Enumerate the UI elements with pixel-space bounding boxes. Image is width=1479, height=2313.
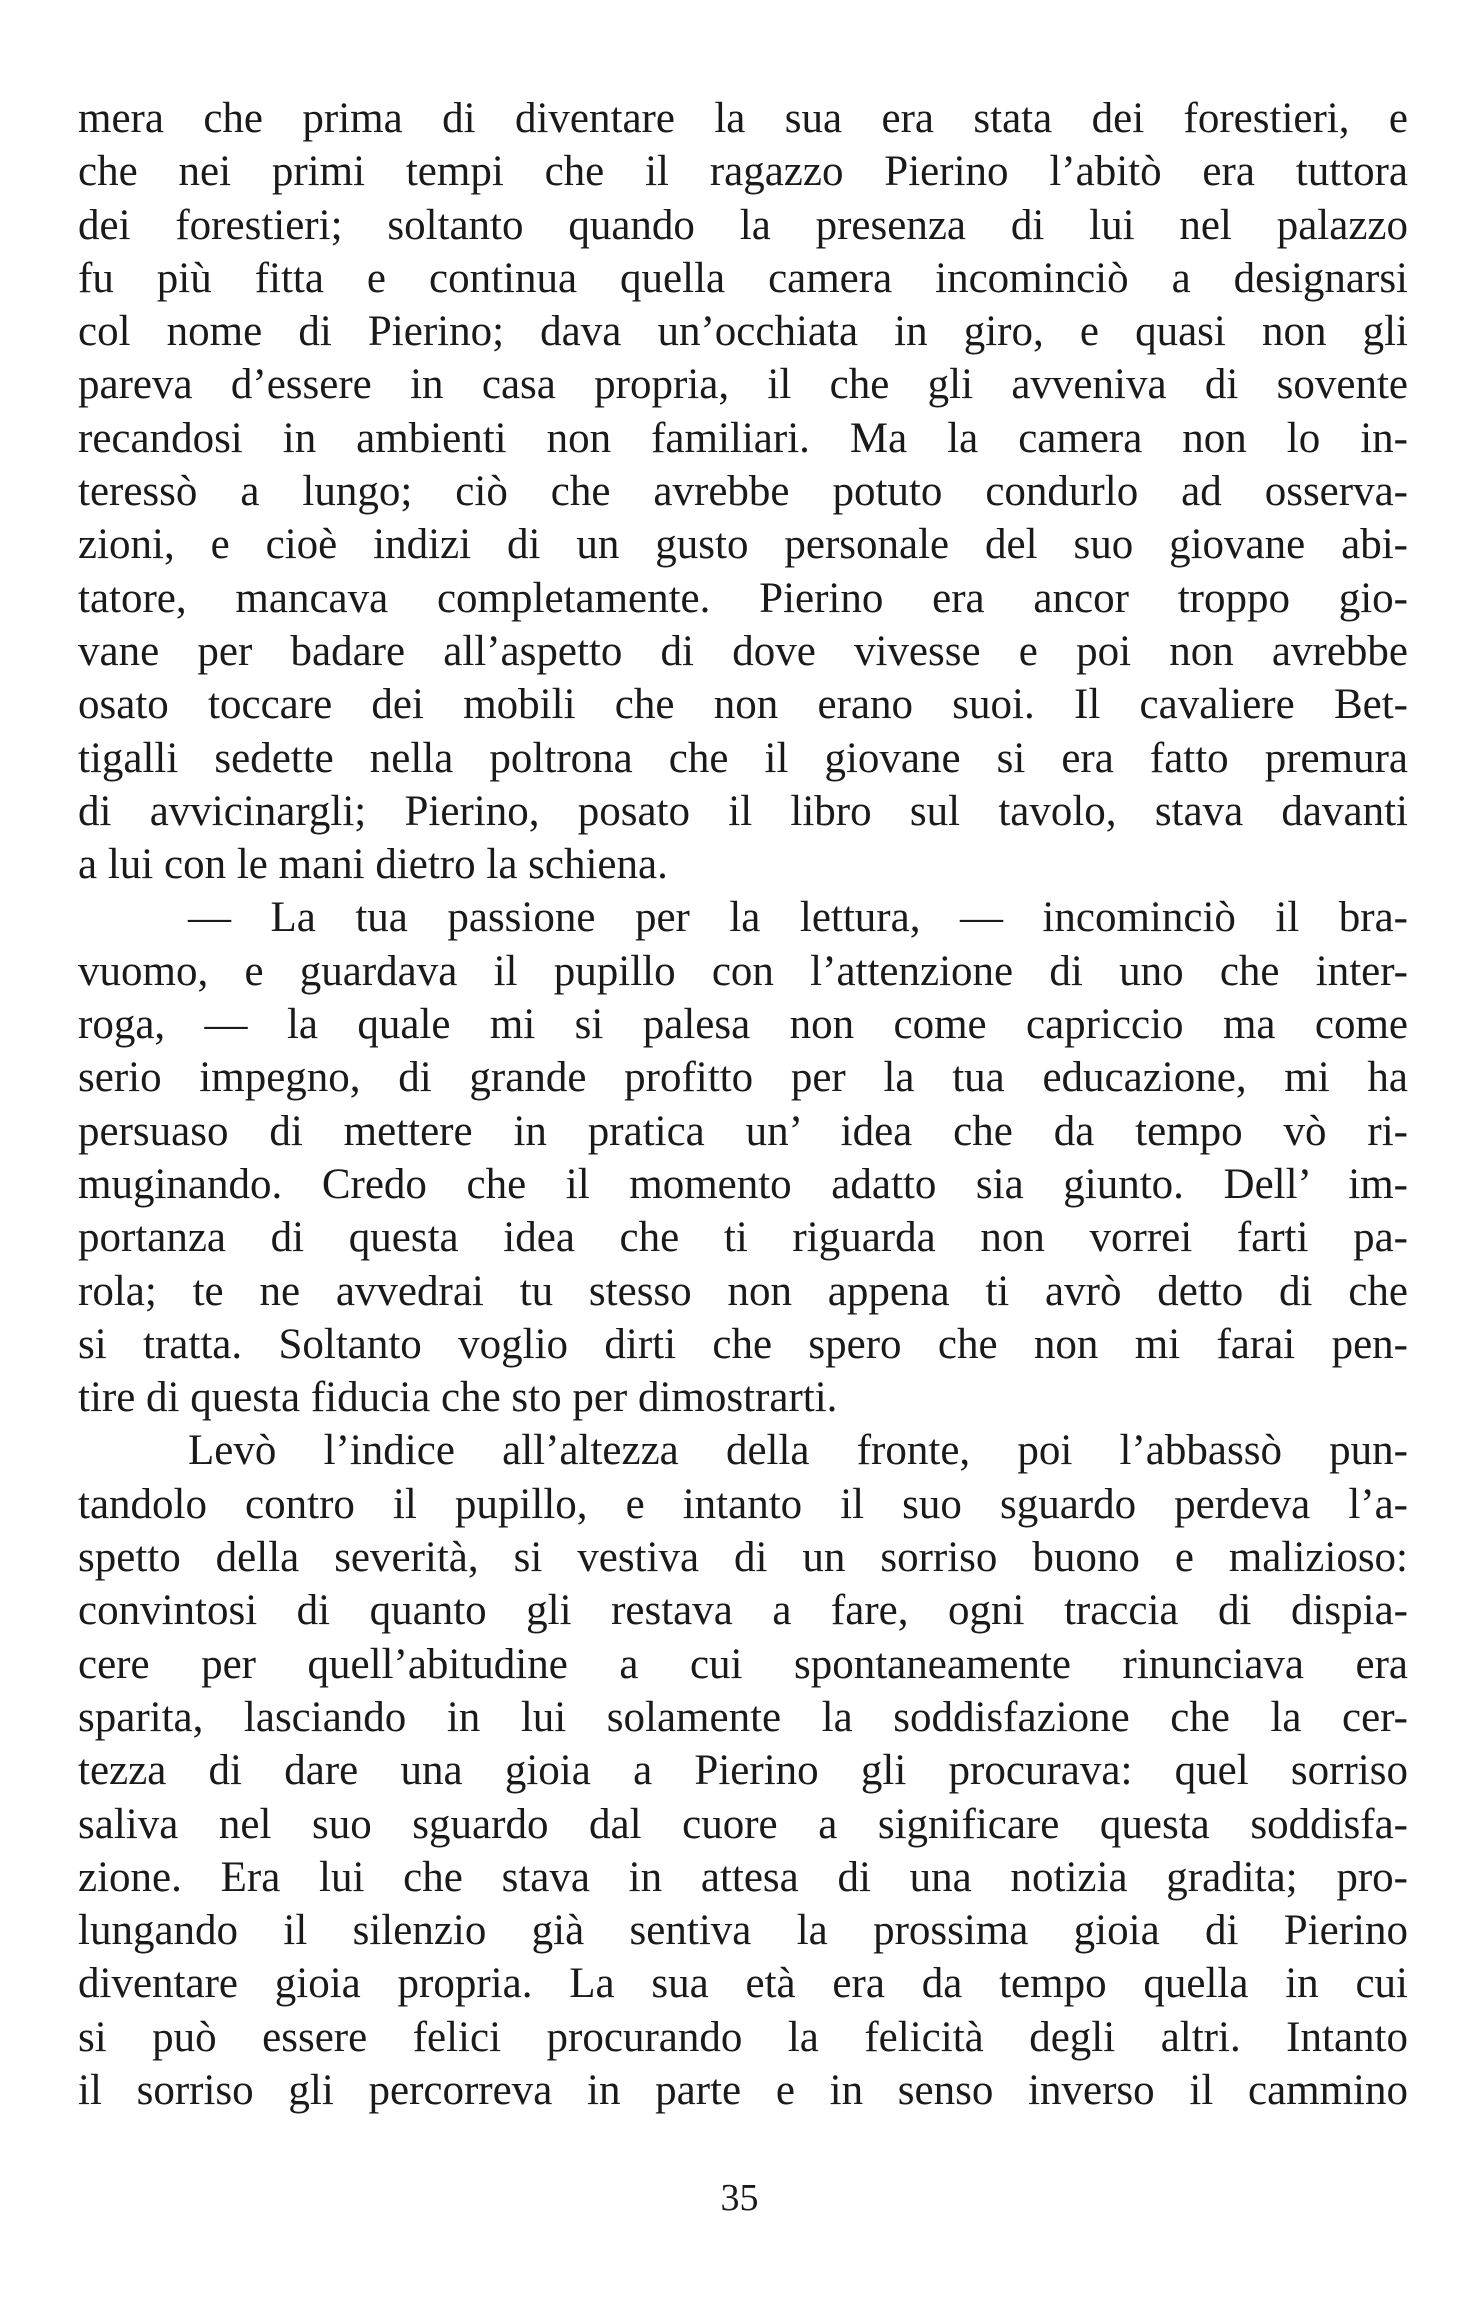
- text-line: tandolo contro il pupillo, e intanto il suo sguardo perdeva l’a-: [78, 1480, 1408, 1528]
- text-line: teressò a lungo; ciò che avrebbe potuto condurlo ad osserva-: [78, 468, 1408, 516]
- body-text: [78, 92, 1408, 2117]
- text-line: persuaso di mettere in pratica un’ idea che da tempo vò ri-: [78, 1107, 1408, 1155]
- paragraph-start-line: Levò l’indice all’altezza della fronte, poi l’abbassò pun-: [188, 1427, 1408, 1475]
- text-line: si tratta. Soltanto voglio dirti che spero che non mi farai pen-: [78, 1320, 1408, 1368]
- text-line: tezza di dare una gioia a Pierino gli procurava: quel sorriso: [78, 1747, 1408, 1795]
- text-line: spetto della severità, si vestiva di un sorriso buono e malizioso:: [78, 1534, 1408, 1582]
- text-line: zione. Era lui che stava in attesa di una notizia gradita; pro-: [78, 1853, 1408, 1901]
- text-line: portanza di questa idea che ti riguarda non vorrei farti pa-: [78, 1214, 1408, 1262]
- text-line: zioni, e cioè indizi di un gusto personale del suo giovane abi-: [78, 521, 1408, 569]
- text-line: roga, — la quale mi si palesa non come capriccio ma come: [78, 1001, 1408, 1049]
- text-line: dei forestieri; soltanto quando la presenza di lui nel palazzo: [78, 201, 1408, 249]
- paragraph-end-line: a lui con le mani dietro la schiena.: [78, 841, 668, 889]
- page-number: 35: [720, 2177, 759, 2219]
- text-line: tigalli sedette nella poltrona che il giovane si era fatto premura: [78, 734, 1408, 782]
- text-line: che nei primi tempi che il ragazzo Pierino l’abitò era tuttora: [78, 148, 1408, 196]
- text-line: mera che prima di diventare la sua era stata dei forestieri, e: [78, 95, 1408, 142]
- text-line: cere per quell’abitudine a cui spontaneamente rinunciava era: [78, 1640, 1408, 1688]
- text-line: muginando. Credo che il momento adatto sia giunto. Dell’ im-: [78, 1160, 1408, 1208]
- text-line: lungando il silenzio già sentiva la prossima gioia di Pierino: [78, 1907, 1408, 1955]
- text-line: vuomo, e guardava il pupillo con l’attenzione di uno che inter-: [78, 947, 1408, 995]
- text-line: il sorriso gli percorreva in parte e in senso inverso il cammino: [78, 2066, 1408, 2114]
- text-line: osato toccare dei mobili che non erano suoi. Il cavaliere Bet-: [78, 681, 1408, 729]
- text-line: di avvicinargli; Pierino, posato il libro sul tavolo, stava davanti: [78, 787, 1408, 835]
- text-line: si può essere felici procurando la felicità degli altri. Intanto: [78, 2013, 1408, 2061]
- text-line: rola; te ne avvedrai tu stesso non appena ti avrò detto di che: [78, 1267, 1408, 1315]
- text-line: col nome di Pierino; dava un’occhiata in giro, e quasi non gli: [78, 308, 1408, 356]
- text-line: convintosi di quanto gli restava a fare, ogni traccia di dispia-: [78, 1587, 1408, 1635]
- text-line: sparita, lasciando in lui solamente la soddisfazione che la cer-: [78, 1693, 1408, 1741]
- text-line: vane per badare all’aspetto di dove vivesse e poi non avrebbe: [78, 627, 1408, 675]
- text-line: tatore, mancava completamente. Pierino era ancor troppo gio-: [78, 574, 1408, 622]
- text-line: saliva nel suo sguardo dal cuore a significare questa soddisfa-: [78, 1800, 1408, 1848]
- text-line: serio impegno, di grande profitto per la tua educazione, mi ha: [78, 1054, 1408, 1102]
- paragraph-start-line: — La tua passione per la lettura, — incominciò il bra-: [188, 894, 1408, 942]
- text-line: recandosi in ambienti non familiari. Ma la camera non lo in-: [78, 414, 1408, 462]
- text-line: fu più fitta e continua quella camera incominciò a designarsi: [78, 254, 1408, 302]
- text-line: diventare gioia propria. La sua età era da tempo quella in cui: [78, 1960, 1408, 2008]
- text-line: pareva d’essere in casa propria, il che gli avveniva di sovente: [78, 361, 1408, 409]
- paragraph-end-line: tire di questa fiducia che sto per dimostrarti.: [78, 1374, 838, 1422]
